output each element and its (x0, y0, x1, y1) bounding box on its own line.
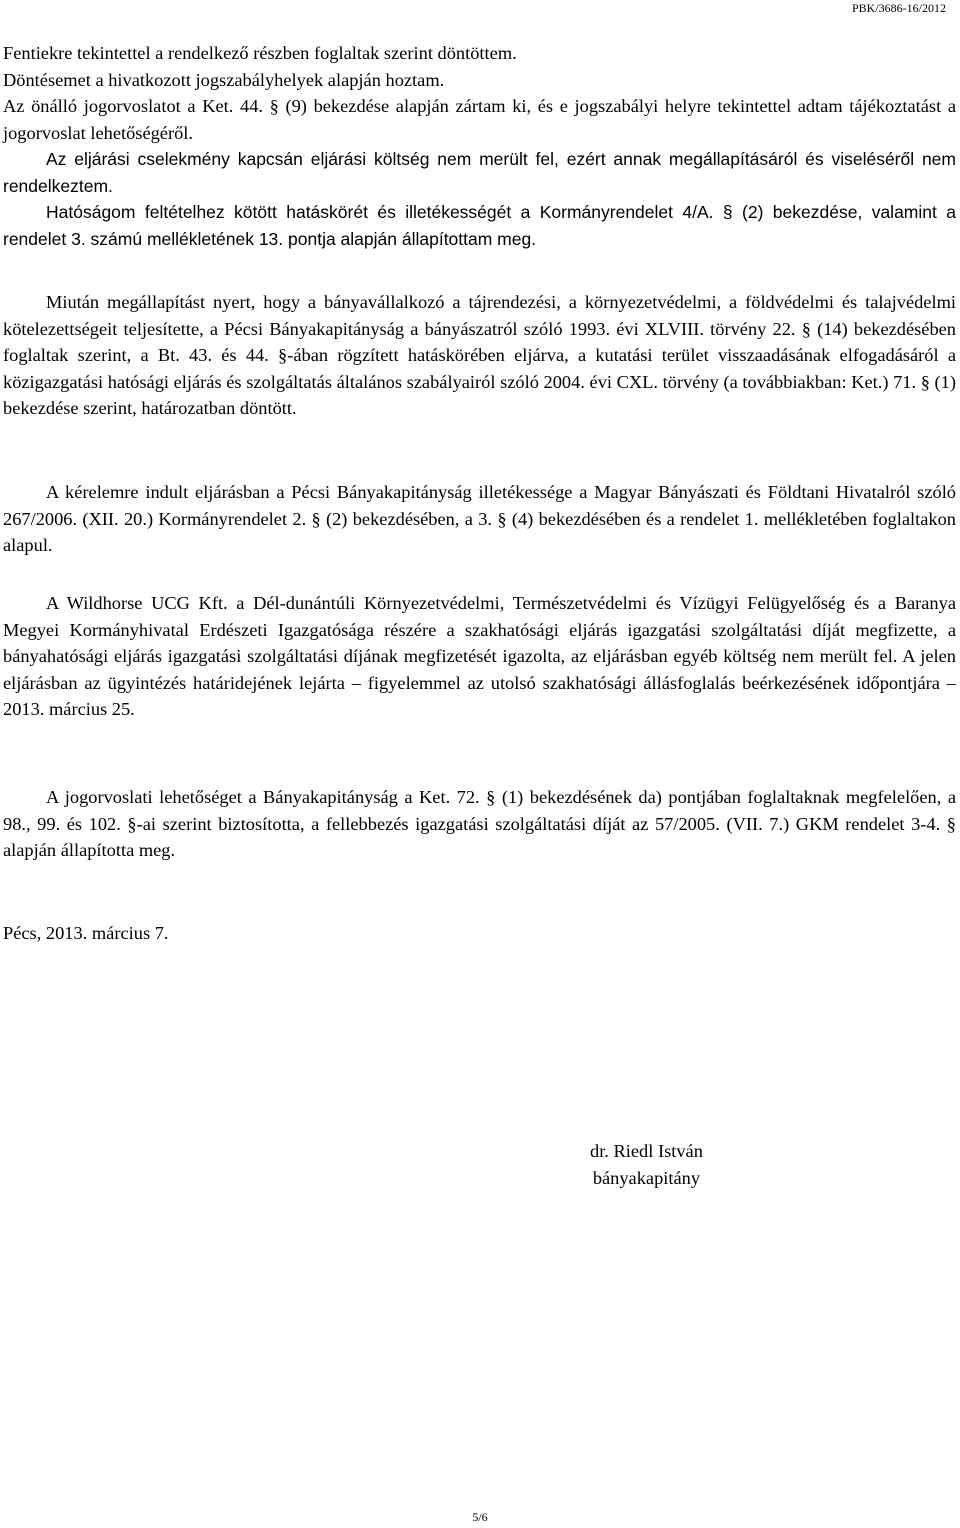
document-reference-number: PBK/3686-16/2012 (851, 1, 946, 15)
intro-line: Az eljárási cselekmény kapcsán eljárási költség nem merült fel, ezért annak megállapításáról és viseléséről nem rendelkeztem. (3, 149, 956, 196)
signatory-title: bányakapitány (592, 1168, 701, 1188)
body-paragraph: A kérelemre indult eljárásban a Pécsi Bányakapitányság illetékessége a Magyar Bányászati és Földtani Hivatalról szóló 267/2006. (XII. 20.) Kormányrendelet 2. § (2) bekezdésében, a 3. § (4) bekezdésében és a rendelet 1. mellékletében foglaltakon alapul. (3, 482, 956, 555)
body-paragraph: A Wildhorse UCG Kft. a Dél-dunántúli Környezetvédelmi, Természetvédelmi és Vízügyi Felügyelőség és a Baranya Megyei Kormányhivatal Erdészeti Igazgatósága részére a szakhatósági eljárás igazgatási szolgáltatási díját megfizette, a bányahatósági eljárás igazgatási szolgáltatási díjának megfizetését igazolta, az eljárásban egyéb költség nem merült fel. A jelen eljárásban az ügyintézés határidejének lejárta – figyelemmel az utolsó szakhatósági állásfoglalás beérkezésének időpontjára – 2013. március 25. (3, 593, 956, 719)
intro-line: Az önálló jogorvoslatot a Ket. 44. § (9) bekezdése alapján zártam ki, és e jogszabályi helyre tekintettel adtam tájékoztatást a jogorvoslat lehetőségéről. (3, 96, 956, 143)
body-paragraph: A jogorvoslati lehetőséget a Bányakapitányság a Ket. 72. § (1) bekezdésének da) pontjában foglaltaknak megfelelően, a 98., 99. és 102. §-ai szerint biztosította, a fellebbezés igazgatási szolgáltatási díját az 57/2005. (VII. 7.) GKM rendelet 3-4. § alapján állapította meg. (3, 787, 956, 860)
intro-line: Döntésemet a hivatkozott jogszabályhelyek alapján hoztam. (3, 69, 445, 90)
place-and-date: Pécs, 2013. március 7. (3, 923, 169, 943)
signature-block (590, 1138, 703, 1192)
intro-line: Hatóságom feltételhez kötött hatáskörét és illetékességét a Kormányrendelet 4/A. § (2) bekezdése, valamint a rendelet 3. számú mellékletének 13. pontja alapján állapítottam meg. (3, 202, 956, 249)
intro-block (3, 40, 956, 252)
body-paragraph: Miután megállapítást nyert, hogy a bányavállalkozó a tájrendezési, a környezetvédelmi, a földvédelmi és talajvédelmi kötelezettségeit teljesítette, a Pécsi Bányakapitányság a bányászatról szóló 1993. évi XLVIII. törvény 22. § (14) bekezdésében foglaltak szerint, a Bt. 43. és 44. §-ában rögzített hatáskörében eljárva, a kutatási terület visszaadásának elfogadásáról a közigazgatási hatósági eljárás és szolgáltatás általános szabályairól szóló 2004. évi CXL. törvény (a továbbiakban: Ket.) 71. § (1) bekezdése szerint, határozatban döntött. (3, 292, 956, 418)
intro-line: Fentiekre tekintettel a rendelkező részben foglaltak szerint döntöttem. (3, 43, 517, 63)
page-number: 5/6 (472, 1510, 488, 1524)
signatory-name: dr. Riedl István (590, 1141, 703, 1161)
